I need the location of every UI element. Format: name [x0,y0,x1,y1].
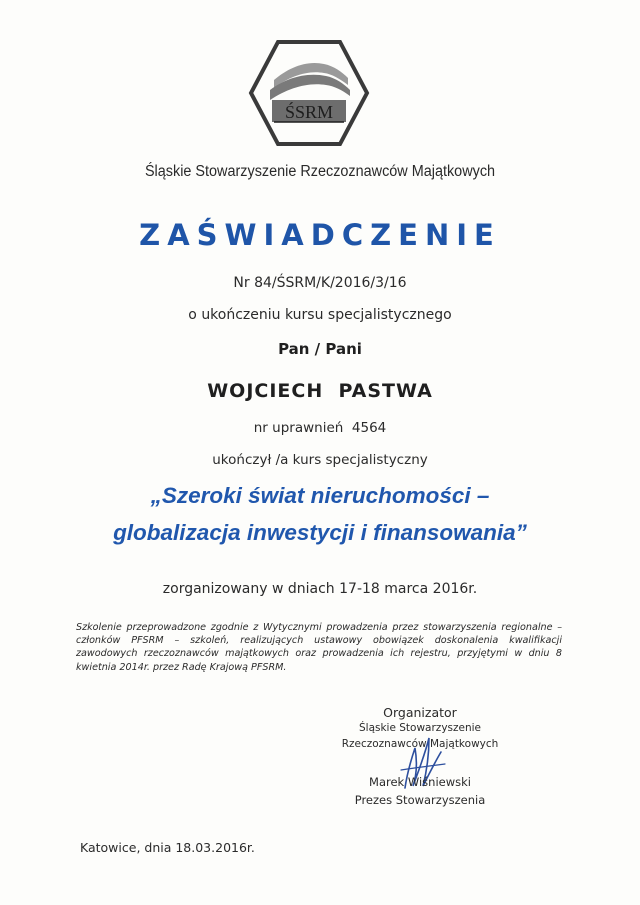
document-title: ZAŚWIADCZENIE [139,218,501,252]
license-number: nr uprawnień 4564 [253,420,387,436]
recipient-name: WOJCIECH PASTWA [207,380,433,402]
organizer-label: Organizator [383,705,457,720]
organizer-name-line1: Śląskie Stowarzyszenie [358,722,482,734]
certificate-subtitle: o ukończeniu kursu specjalistycznego [188,307,452,323]
association-logo-icon [248,38,370,148]
logo-text: ŚSRM [284,102,334,122]
signatory-name: Marek Wiśniewski [369,775,471,789]
organization-header: Śląskie Stowarzyszenie Rzeczoznawców Majątkowych [144,163,496,180]
signatory-role: Prezes Stowarzyszenia [354,793,486,807]
training-note: Szkolenie przeprowadzone zgodnie z Wytycznymi prowadzenia przez stowarzyszenia regionalne – członków PFSRM – szkoleń, realizujących ustawowy obowiązek doskonalenia kwalifikacji zawodowych rzeczoznawców majątkowych oraz prowadzenia ich rejestru, przyjętymi w dniu 8 kwietnia 2014r. przez Radę Krajową PFSRM. [76,622,562,673]
course-title-line1: „Szeroki świat nieruchomości – [150,483,490,508]
place-and-date: Katowice, dnia 18.03.2016r. [80,840,255,855]
completed-text: ukończył /a kurs specjalistyczny [212,452,428,468]
organizer-name-line2: Rzeczoznawców Majątkowych [341,738,499,750]
organized-dates: zorganizowany w dniach 17-18 marca 2016r. [162,581,478,597]
course-title-line2: globalizacja inwestycji i finansowania” [113,520,527,545]
certificate-number: Nr 84/ŚSRM/K/2016/3/16 [233,275,407,291]
salutation: Pan / Pani [278,340,362,358]
